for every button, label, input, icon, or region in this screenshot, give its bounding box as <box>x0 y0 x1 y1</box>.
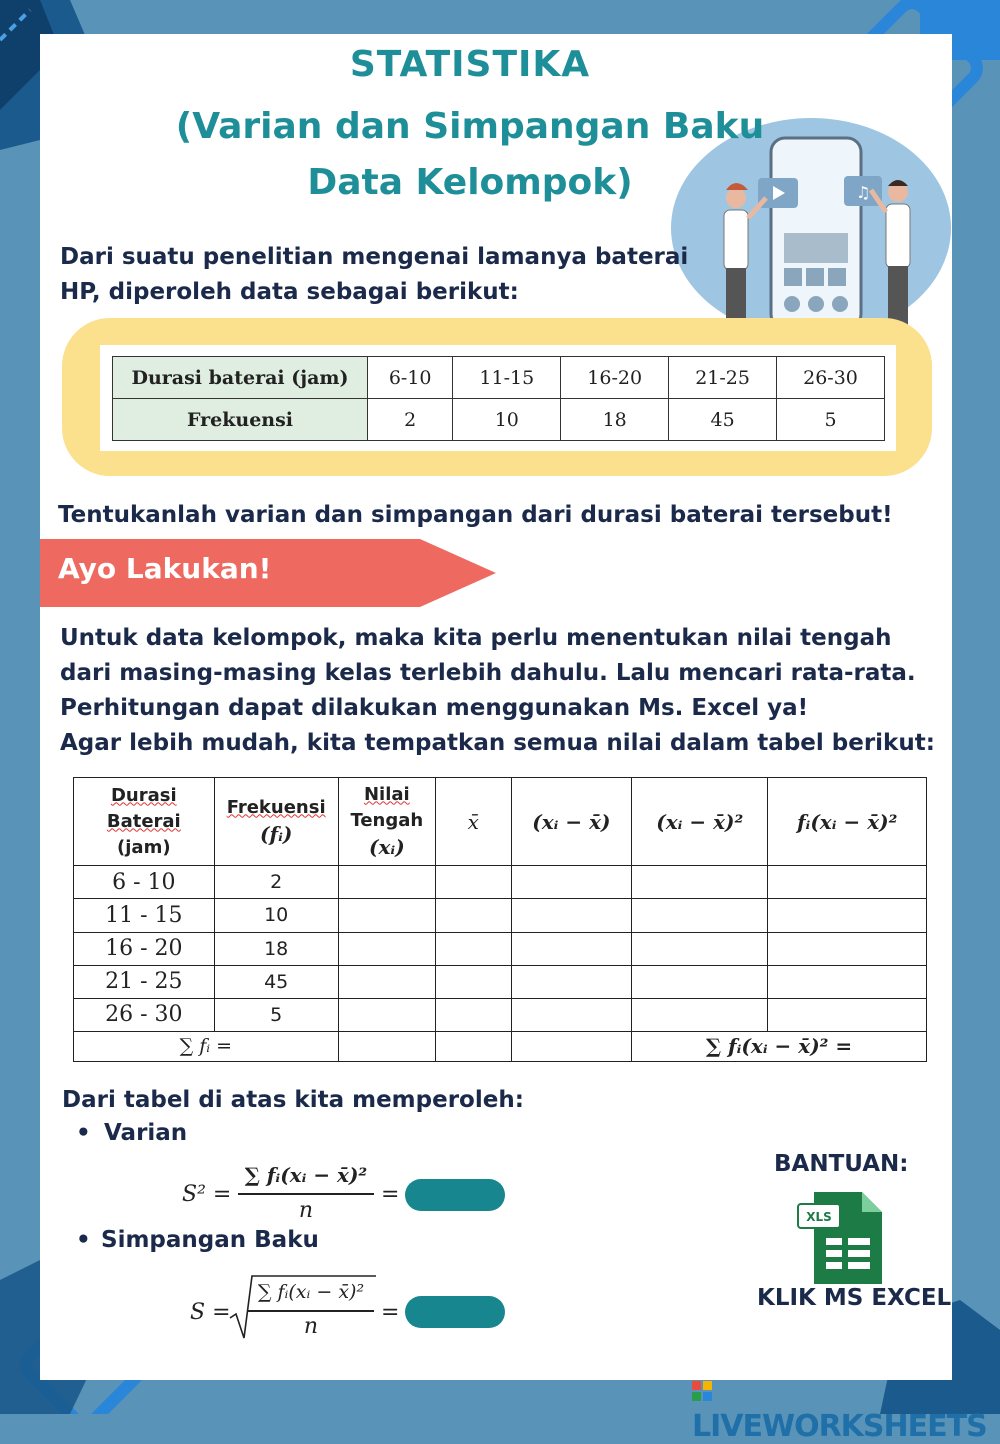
calculation-table <box>73 777 927 1062</box>
interval-cell: 26-30 <box>777 357 885 399</box>
frequency-cell: 10 <box>214 899 338 932</box>
answer-cell[interactable] <box>768 965 927 998</box>
title-line-3: Data Kelompok) <box>307 162 633 203</box>
header-deviation-squared: (xᵢ − x̄)² <box>632 778 768 866</box>
varian-numerator: ∑ fᵢ(xᵢ − x̄)² <box>244 1163 368 1187</box>
range-cell: 6 - 10 <box>74 866 215 899</box>
intro-line-2: HP, diperoleh data sebagai berikut: <box>60 279 519 305</box>
answer-cell[interactable] <box>511 932 632 965</box>
empty-cell <box>511 1031 632 1061</box>
frequency-cell: 45 <box>214 965 338 998</box>
sum-weighted-deviation-label: ∑ fᵢ(xᵢ − x̄)² = <box>632 1031 927 1061</box>
phone-illustration <box>666 118 956 348</box>
answer-cell[interactable] <box>338 899 435 932</box>
simpangan-answer-field[interactable] <box>405 1296 505 1328</box>
varian-answer-field[interactable] <box>405 1179 505 1211</box>
header-weighted-deviation-squared: fᵢ(xᵢ − x̄)² <box>768 778 927 866</box>
title-line-1: STATISTIKA <box>349 44 591 85</box>
answer-cell[interactable] <box>435 965 511 998</box>
conclusion-text: Dari tabel di atas kita memperoleh: <box>62 1087 524 1113</box>
answer-cell[interactable] <box>435 998 511 1031</box>
answer-cell[interactable] <box>435 932 511 965</box>
fraction-bar <box>238 1193 374 1195</box>
frequency-cell: 18 <box>561 399 669 441</box>
question-text: Tentukanlah varian dan simpangan dari durasi baterai tersebut! <box>58 502 893 528</box>
liveworksheets-watermark: LIVEWORKSHEETS <box>692 1374 1000 1444</box>
varian-equals: = <box>381 1182 400 1207</box>
answer-cell[interactable] <box>768 998 927 1031</box>
answer-cell[interactable] <box>511 899 632 932</box>
banner-label: Ayo Lakukan! <box>58 552 272 585</box>
table-row <box>113 399 885 441</box>
answer-cell[interactable] <box>768 899 927 932</box>
header-deviation: (xᵢ − x̄) <box>511 778 632 866</box>
table-row <box>74 899 927 932</box>
title-line-2: (Varian dan Simpangan Baku <box>175 106 765 147</box>
frequency-cell: 2 <box>214 866 338 899</box>
frequency-cell: 10 <box>453 399 561 441</box>
answer-cell[interactable] <box>435 899 511 932</box>
answer-cell[interactable] <box>511 866 632 899</box>
simpangan-lhs: S = <box>190 1300 231 1325</box>
range-cell: 16 - 20 <box>74 932 215 965</box>
simpangan-equals: = <box>381 1300 400 1325</box>
table-row <box>74 932 927 965</box>
answer-cell[interactable] <box>511 998 632 1031</box>
excel-file-icon[interactable] <box>796 1190 886 1286</box>
simpangan-label: Simpangan Baku <box>101 1227 319 1253</box>
answer-cell[interactable] <box>435 1031 511 1061</box>
answer-cell[interactable] <box>768 866 927 899</box>
bullet-dot: • <box>76 1120 91 1146</box>
answer-cell[interactable] <box>632 866 768 899</box>
table-row <box>74 998 927 1031</box>
answer-cell[interactable] <box>338 998 435 1031</box>
range-cell: 26 - 30 <box>74 998 215 1031</box>
answer-cell[interactable] <box>338 932 435 965</box>
range-cell: 21 - 25 <box>74 965 215 998</box>
varian-lhs: S² = <box>182 1182 232 1207</box>
answer-cell[interactable] <box>632 932 768 965</box>
excel-icon-label: XLS <box>806 1210 832 1224</box>
answer-cell[interactable] <box>632 899 768 932</box>
table-row <box>74 866 927 899</box>
interval-cell: 11-15 <box>453 357 561 399</box>
answer-cell[interactable] <box>632 998 768 1031</box>
answer-cell[interactable] <box>338 1031 435 1061</box>
header-durasi: Durasi Baterai (jam) <box>74 778 215 866</box>
interval-cell: 21-25 <box>669 357 777 399</box>
simpangan-numerator: ∑ fᵢ(xᵢ − x̄)² <box>257 1281 365 1303</box>
bullet-dot: • <box>76 1227 91 1253</box>
battery-data-table <box>112 356 885 441</box>
instruction-line-2: dari masing-masing kelas terlebih dahulu. Lalu mencari rata-rata. <box>60 660 916 686</box>
table-row <box>74 965 927 998</box>
help-title: BANTUAN: <box>774 1151 909 1177</box>
varian-denominator: n <box>298 1198 314 1223</box>
simpangan-denominator: n <box>303 1314 319 1339</box>
answer-cell[interactable] <box>768 932 927 965</box>
row-header-duration: Durasi baterai (jam) <box>113 357 368 399</box>
table-total-row <box>74 1031 927 1061</box>
sum-frequency-label: ∑ fᵢ = <box>74 1031 339 1061</box>
svg-text:♫: ♫ <box>856 183 871 202</box>
varian-label: Varian <box>104 1120 188 1146</box>
excel-link[interactable]: KLIK MS EXCEL <box>757 1285 952 1311</box>
fraction-bar <box>248 1310 374 1312</box>
header-nilai-tengah: Nilai Tengah (xᵢ) <box>338 778 435 866</box>
header-mean: x̄ <box>435 778 511 866</box>
frequency-cell: 5 <box>777 399 885 441</box>
instruction-line-4: Agar lebih mudah, kita tempatkan semua nilai dalam tabel berikut: <box>60 730 935 756</box>
header-frekuensi: Frekuensi (fᵢ) <box>214 778 338 866</box>
frequency-cell: 45 <box>669 399 777 441</box>
liveworksheets-logo-icon <box>692 1379 716 1403</box>
interval-cell: 6-10 <box>368 357 453 399</box>
interval-cell: 16-20 <box>561 357 669 399</box>
row-header-frequency: Frekuensi <box>113 399 368 441</box>
instruction-line-1: Untuk data kelompok, maka kita perlu menentukan nilai tengah <box>60 625 892 651</box>
table-row <box>113 357 885 399</box>
answer-cell[interactable] <box>338 965 435 998</box>
instruction-line-3: Perhitungan dapat dilakukan menggunakan Ms. Excel ya! <box>60 695 809 721</box>
frequency-cell: 5 <box>214 998 338 1031</box>
frequency-cell: 2 <box>368 399 453 441</box>
answer-cell[interactable] <box>511 965 632 998</box>
answer-cell[interactable] <box>338 866 435 899</box>
answer-cell[interactable] <box>435 866 511 899</box>
table-header-row <box>74 778 927 866</box>
frequency-cell: 18 <box>214 932 338 965</box>
answer-cell[interactable] <box>632 965 768 998</box>
intro-line-1: Dari suatu penelitian mengenai lamanya baterai <box>60 244 689 270</box>
range-cell: 11 - 15 <box>74 899 215 932</box>
